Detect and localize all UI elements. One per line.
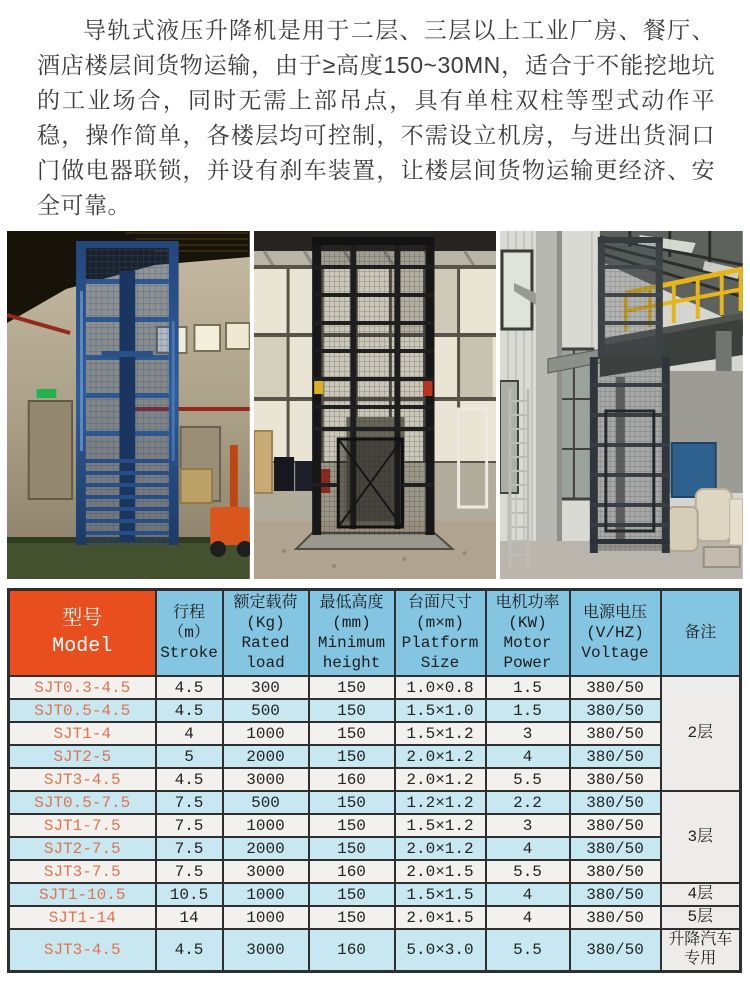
cell-power: 4 xyxy=(486,837,570,860)
cell-model: SJT0.5-7.5 xyxy=(9,791,156,814)
header-col-3: 最低高度 (mm) Minimum height xyxy=(309,590,395,677)
cell-min_height: 150 xyxy=(309,837,395,860)
header-col-7: 备注 xyxy=(661,590,741,677)
spec-row-SJT0.5-7.5 xyxy=(9,791,741,814)
cell-load: 1000 xyxy=(223,814,309,837)
spec-row-SJT2-5 xyxy=(9,745,741,768)
cell-platform: 1.5×1.5 xyxy=(395,883,486,906)
grey-lift-cage xyxy=(590,237,670,553)
cell-model: SJT1-14 xyxy=(9,906,156,929)
cell-power: 1.5 xyxy=(486,699,570,722)
cell-model: SJT2-5 xyxy=(9,745,156,768)
cell-load: 3000 xyxy=(223,768,309,791)
cell-power: 1.5 xyxy=(486,676,570,699)
cell-model: SJT2-7.5 xyxy=(9,837,156,860)
cell-power: 5.5 xyxy=(486,929,570,971)
cell-platform: 1.0×0.8 xyxy=(395,676,486,699)
cell-model: SJT0.3-4.5 xyxy=(9,676,156,699)
photo-lift-black-workshop xyxy=(254,231,497,579)
spec-row-SJT1-14 xyxy=(9,906,741,929)
cell-platform: 2.0×1.5 xyxy=(395,860,486,883)
spec-row-SJT0.5-4.5 xyxy=(9,699,741,722)
cell-stroke: 4.5 xyxy=(156,676,223,699)
cell-stroke: 4 xyxy=(156,722,223,745)
cell-load: 1000 xyxy=(223,883,309,906)
header-col-5: 电机功率 (KW) Motor Power xyxy=(486,590,570,677)
cell-platform: 2.0×1.2 xyxy=(395,837,486,860)
cell-load: 2000 xyxy=(223,837,309,860)
cell-min_height: 150 xyxy=(309,699,395,722)
cell-platform: 1.5×1.0 xyxy=(395,699,486,722)
spec-row-SJT3-4.5 xyxy=(9,768,741,791)
cell-power: 5.5 xyxy=(486,768,570,791)
cell-stroke: 4.5 xyxy=(156,929,223,971)
cell-model: SJT1-7.5 xyxy=(9,814,156,837)
cell-load: 3000 xyxy=(223,929,309,971)
cell-voltage: 380/50 xyxy=(570,860,661,883)
cell-power: 4 xyxy=(486,883,570,906)
cell-stroke: 7.5 xyxy=(156,791,223,814)
cell-min_height: 150 xyxy=(309,814,395,837)
cell-load: 1000 xyxy=(223,906,309,929)
cell-min_height: 150 xyxy=(309,722,395,745)
wooden-crate xyxy=(181,469,213,503)
cell-min_height: 160 xyxy=(309,860,395,883)
spec-header-row xyxy=(9,590,741,677)
grey-lift-illustration xyxy=(500,231,743,579)
cell-platform: 1.5×1.2 xyxy=(395,722,486,745)
spec-table xyxy=(7,588,742,973)
cell-stroke: 4.5 xyxy=(156,699,223,722)
cell-load: 500 xyxy=(223,699,309,722)
cell-platform: 2.0×1.5 xyxy=(395,906,486,929)
cell-platform: 5.0×3.0 xyxy=(395,929,486,971)
cell-power: 4 xyxy=(486,906,570,929)
cell-voltage: 380/50 xyxy=(570,745,661,768)
cell-remark: 4层 xyxy=(661,883,741,906)
cell-voltage: 380/50 xyxy=(570,814,661,837)
blue-lift-illustration xyxy=(7,231,250,579)
cell-power: 4 xyxy=(486,745,570,768)
spec-row-SJT1-7.5 xyxy=(9,814,741,837)
photo-lift-blue-indoor xyxy=(7,231,250,579)
cell-voltage: 380/50 xyxy=(570,791,661,814)
cell-platform: 1.5×1.2 xyxy=(395,814,486,837)
cell-platform: 2.0×1.2 xyxy=(395,745,486,768)
spec-row-SJT3-7.5 xyxy=(9,860,741,883)
cell-power: 5.5 xyxy=(486,860,570,883)
spec-row-SJT2-7.5 xyxy=(9,837,741,860)
cell-stroke: 7.5 xyxy=(156,814,223,837)
cell-voltage: 380/50 xyxy=(570,699,661,722)
cell-min_height: 160 xyxy=(309,929,395,971)
cell-min_height: 150 xyxy=(309,676,395,699)
cell-stroke: 10.5 xyxy=(156,883,223,906)
cell-model: SJT3-4.5 xyxy=(9,929,156,971)
blue-lift-cage xyxy=(76,241,179,545)
cell-model: SJT0.5-4.5 xyxy=(9,699,156,722)
cell-voltage: 380/50 xyxy=(570,883,661,906)
cell-platform: 1.2×1.2 xyxy=(395,791,486,814)
photo-lift-grey-mezzanine xyxy=(500,231,743,579)
cell-load: 500 xyxy=(223,791,309,814)
header-model: 型号 Model xyxy=(9,590,156,677)
cell-stroke: 7.5 xyxy=(156,837,223,860)
cell-voltage: 380/50 xyxy=(570,906,661,929)
cell-min_height: 150 xyxy=(309,883,395,906)
cell-model: SJT1-10.5 xyxy=(9,883,156,906)
cell-load: 2000 xyxy=(223,745,309,768)
spec-row-SJT1-4 xyxy=(9,722,741,745)
header-col-1: 行程 （m） Stroke xyxy=(156,590,223,677)
cell-stroke: 7.5 xyxy=(156,860,223,883)
cell-min_height: 160 xyxy=(309,768,395,791)
cell-load: 300 xyxy=(223,676,309,699)
black-lift-cage xyxy=(296,237,452,549)
cell-platform: 2.0×1.2 xyxy=(395,768,486,791)
header-col-4: 台面尺寸 (m×m) Platform Size xyxy=(395,590,486,677)
cell-remark: 2层 xyxy=(661,676,741,791)
spec-row-SJT0.3-4.5 xyxy=(9,676,741,699)
cell-power: 3 xyxy=(486,814,570,837)
cell-voltage: 380/50 xyxy=(570,837,661,860)
cell-model: SJT3-7.5 xyxy=(9,860,156,883)
cell-stroke: 4.5 xyxy=(156,768,223,791)
product-photos xyxy=(7,231,743,579)
cell-power: 2.2 xyxy=(486,791,570,814)
spec-row-SJT1-10.5 xyxy=(9,883,741,906)
cell-stroke: 14 xyxy=(156,906,223,929)
cell-voltage: 380/50 xyxy=(570,722,661,745)
cell-load: 3000 xyxy=(223,860,309,883)
door xyxy=(29,401,72,499)
header-col-2: 额定载荷 (Kg) Rated load xyxy=(223,590,309,677)
cell-remark: 3层 xyxy=(661,791,741,883)
cell-min_height: 150 xyxy=(309,791,395,814)
exit-sign xyxy=(37,389,57,398)
cell-load: 1000 xyxy=(223,722,309,745)
cell-min_height: 150 xyxy=(309,906,395,929)
cell-remark: 5层 xyxy=(661,906,741,929)
product-description: 导轨式液压升降机是用于二层、三层以上工业厂房、餐厅、酒店楼层间货物运输，由于≥高度150~30MN，适合于不能挖地坑的工业场合，同时无需上部吊点，具有单柱双柱等型式动作平稳，操作简单，各楼层均可控制，不需设立机房，与进出货洞口门做电器联锁，并设有刹车装置，让楼层间货物运输更经济、安全可靠。 xyxy=(37,17,715,218)
cell-voltage: 380/50 xyxy=(570,768,661,791)
cell-min_height: 150 xyxy=(309,745,395,768)
cell-model: SJT3-4.5 xyxy=(9,768,156,791)
cell-model: SJT1-4 xyxy=(9,722,156,745)
black-lift-illustration xyxy=(254,231,497,579)
cell-remark: 升降汽车专用 xyxy=(661,929,741,971)
cell-voltage: 380/50 xyxy=(570,929,661,971)
cell-stroke: 5 xyxy=(156,745,223,768)
cell-power: 3 xyxy=(486,722,570,745)
cell-voltage: 380/50 xyxy=(570,676,661,699)
header-col-6: 电源电压 (V/HZ) Voltage xyxy=(570,590,661,677)
spec-row-SJT3-4.5 xyxy=(9,929,741,971)
